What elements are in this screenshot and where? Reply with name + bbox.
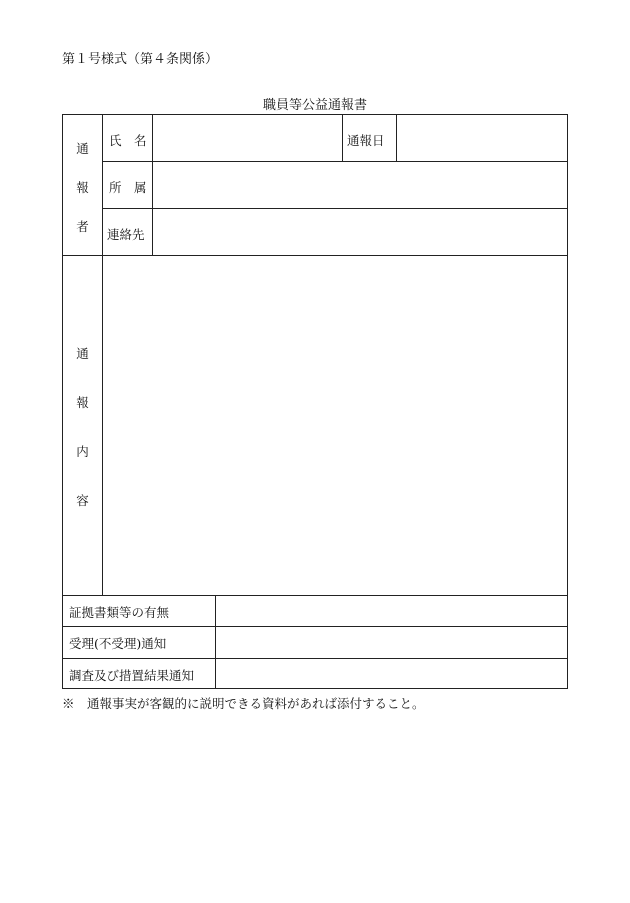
reporter-group-label-char: 通: [76, 141, 89, 156]
contact-field[interactable]: [154, 210, 566, 253]
evidence-documents-field[interactable]: [217, 597, 566, 624]
acceptance-notice-label: 受理(不受理)通知: [69, 636, 167, 651]
acceptance-notice-field[interactable]: [217, 628, 566, 656]
investigation-result-notice-label: 調査及び措置結果通知: [69, 668, 195, 683]
contact-label: 連絡先: [107, 227, 145, 242]
reporter-group-label-char: 報: [76, 180, 89, 195]
affiliation-label: 所 属: [109, 180, 147, 195]
document-title: 職員等公益通報書: [262, 98, 367, 113]
affiliation-field[interactable]: [154, 163, 566, 206]
report-form-table: [62, 114, 568, 689]
reporter-group-label-char: 者: [76, 219, 89, 234]
content-group-label-char: 内: [76, 444, 89, 459]
attachment-note: ※ 通報事実が客観的に説明できる資料があれば添付すること。: [62, 696, 425, 711]
content-group-label-char: 報: [76, 395, 89, 410]
content-group-label-char: 容: [76, 493, 89, 508]
report-content-field[interactable]: [104, 257, 566, 593]
evidence-documents-label: 証拠書類等の有無: [69, 605, 170, 620]
content-group-label-char: 通: [76, 346, 89, 361]
report-date-label: 通報日: [347, 133, 385, 148]
form-number: 第１号様式（第４条関係）: [62, 52, 219, 67]
investigation-result-notice-field[interactable]: [217, 660, 566, 687]
name-label: 氏 名: [109, 133, 147, 148]
name-field[interactable]: [154, 117, 340, 159]
report-date-field[interactable]: [398, 117, 566, 159]
